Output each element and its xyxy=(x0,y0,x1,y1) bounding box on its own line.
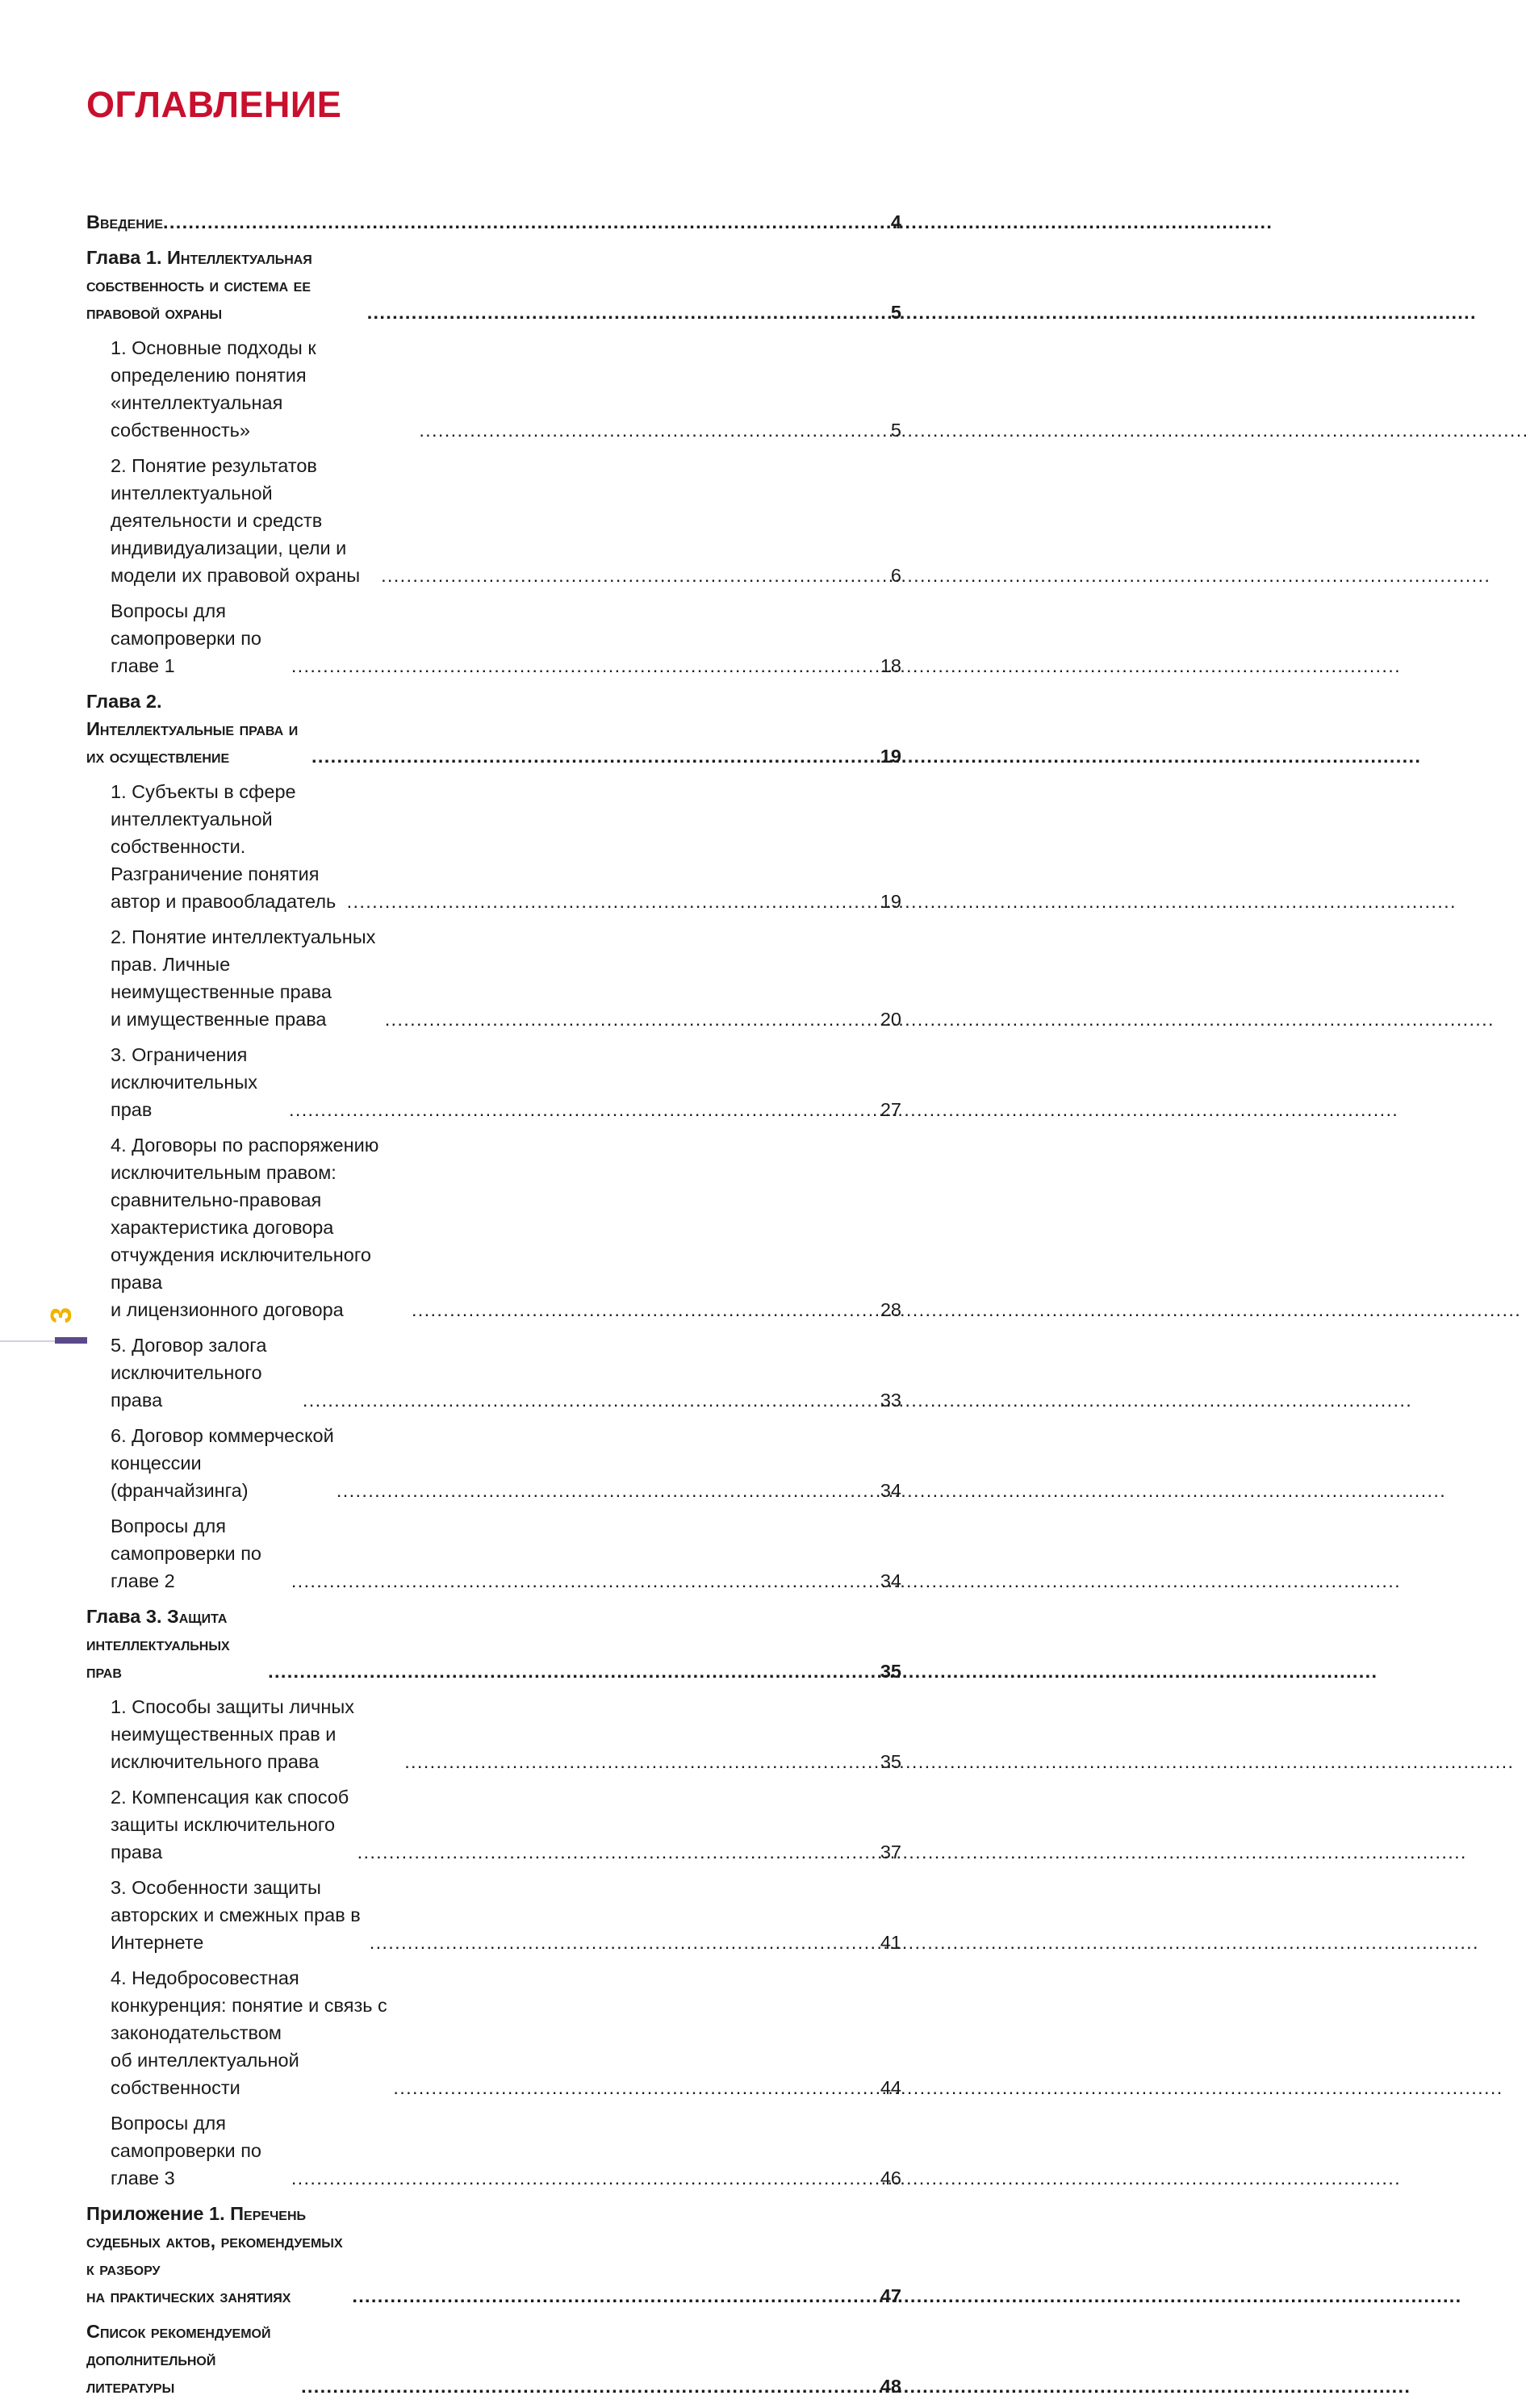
toc-page-number: 46 xyxy=(880,2168,901,2189)
table-of-contents xyxy=(86,208,901,2408)
toc-page-number: 37 xyxy=(880,1842,901,1862)
toc-dot-leader xyxy=(352,2282,877,2310)
toc-entry-title xyxy=(111,1512,291,1595)
toc-page-number: 4 xyxy=(890,211,901,232)
toc-dot-leader xyxy=(291,1567,877,1595)
toc-dot-leader xyxy=(347,888,877,915)
toc-dot-leader xyxy=(357,1838,877,1866)
toc-chapter-entry[interactable] xyxy=(86,2200,901,2310)
page-number-bar xyxy=(55,1337,87,1344)
toc-entry-text: Список рекомендуемой дополнительной литературы xyxy=(86,2321,271,2397)
toc-entry-title xyxy=(111,923,385,1033)
toc-dot-leader xyxy=(301,2372,877,2400)
toc-dot-leader xyxy=(381,562,888,589)
toc-dot-leader xyxy=(367,299,888,326)
toc-chapter-entry[interactable] xyxy=(86,2318,901,2400)
page-number-text: 3 xyxy=(44,1306,77,1324)
toc-entry-title xyxy=(111,2109,291,2192)
toc-entry-text: 5. Договор залога исключительного права xyxy=(111,1335,267,1411)
toc-section-entry[interactable] xyxy=(86,1041,901,1123)
toc-dot-leader xyxy=(268,1658,877,1685)
toc-page-number: 28 xyxy=(880,1299,901,1320)
toc-entry-title xyxy=(86,2200,352,2310)
toc-section-entry[interactable] xyxy=(86,1693,901,1775)
toc-entry-text: Интеллектуальные права и их осуществление xyxy=(86,718,299,767)
toc-dot-leader xyxy=(163,208,888,236)
toc-page-number: 47 xyxy=(880,2285,901,2306)
toc-entry-title xyxy=(111,1422,337,1504)
toc-entry-text: Вопросы для самопроверки по главе 3 xyxy=(111,2113,262,2189)
toc-entry-text: 2. Понятие интеллектуальных прав. Личные неимущественные права и имущественные права xyxy=(111,926,376,1030)
toc-entry-title xyxy=(111,1332,303,1414)
toc-page-number: 35 xyxy=(880,1661,901,1682)
toc-section-entry[interactable] xyxy=(86,778,901,915)
toc-entry-title xyxy=(86,244,367,326)
toc-page-number: 5 xyxy=(890,302,901,323)
toc-page-number: 20 xyxy=(880,1009,901,1030)
toc-dot-leader xyxy=(291,2164,877,2192)
toc-page-number: 34 xyxy=(880,1570,901,1591)
toc-entry-text: 1. Субъекты в сфере интеллектуальной собственности. Разграничение понятия автор и правообладатель xyxy=(111,781,337,912)
toc-page-number: 27 xyxy=(880,1099,901,1120)
toc-entry-title xyxy=(86,208,163,236)
toc-section-entry[interactable] xyxy=(86,334,901,444)
toc-entry-prefix: Глава 1. xyxy=(86,247,168,268)
toc-page-number: 6 xyxy=(890,565,901,586)
toc-dot-leader xyxy=(404,1748,877,1775)
toc-dot-leader xyxy=(311,742,877,770)
toc-entry-title xyxy=(111,597,291,679)
toc-entry-title xyxy=(111,1131,412,1323)
toc-page-number: 35 xyxy=(880,1751,901,1772)
toc-chapter-entry[interactable] xyxy=(86,244,901,326)
toc-entry-text: 1. Способы защиты личных неимущественных прав и исключительного права xyxy=(111,1696,355,1772)
toc-entry-title xyxy=(86,688,311,770)
toc-entry-prefix: Глава 3. xyxy=(86,1606,168,1627)
toc-entry-text: 4. Договоры по распоряжению исключительным правом: сравнительно-правовая характеристика договора отчуждения исключительного права и лицензионного договора xyxy=(111,1135,379,1320)
toc-page-number: 48 xyxy=(880,2376,901,2397)
toc-page-number: 18 xyxy=(880,655,901,676)
toc-entry-text: Перечень судебных актов, рекомендуемых к разбору на практических занятиях xyxy=(86,2203,343,2306)
toc-entry-title xyxy=(111,1041,289,1123)
toc-entry-text: Вопросы для самопроверки по главе 1 xyxy=(111,600,262,676)
toc-section-entry[interactable] xyxy=(86,1131,901,1323)
toc-entry-prefix: Глава 2. xyxy=(86,691,162,712)
toc-page-number: 41 xyxy=(880,1932,901,1953)
page-title: ОГЛАВЛЕНИЕ xyxy=(86,84,342,125)
toc-entry-title xyxy=(111,1874,370,1956)
toc-entry-title xyxy=(86,2318,301,2400)
toc-entry-text: 3. Особенности защиты авторских и смежных прав в Интернете xyxy=(111,1877,361,1953)
toc-entry-text: Защита интеллектуальных прав xyxy=(86,1606,230,1682)
toc-entry-text: 6. Договор коммерческой концессии (франчайзинга) xyxy=(111,1425,334,1501)
toc-entry-title xyxy=(111,452,381,589)
toc-section-entry[interactable] xyxy=(86,597,901,679)
toc-entry-text: 2. Понятие результатов интеллектуальной деятельности и средств индивидуализации, цели и модели их правовой охраны xyxy=(111,455,361,586)
toc-dot-leader xyxy=(289,1096,877,1123)
toc-page-number: 33 xyxy=(880,1390,901,1411)
toc-section-entry[interactable] xyxy=(86,923,901,1033)
toc-entry-text: Вопросы для самопроверки по главе 2 xyxy=(111,1515,262,1591)
toc-dot-leader xyxy=(385,1005,877,1033)
toc-page-number: 5 xyxy=(890,420,901,441)
toc-section-entry[interactable] xyxy=(86,1783,901,1866)
page-number-rule xyxy=(0,1340,55,1342)
toc-section-entry[interactable] xyxy=(86,452,901,589)
toc-dot-leader xyxy=(370,1929,877,1956)
toc-entry-text: 1. Основные подходы к определению понятия «интеллектуальная собственность» xyxy=(111,337,316,441)
toc-entry-prefix: Приложение 1. xyxy=(86,2203,231,2224)
toc-entry-title xyxy=(111,778,347,915)
toc-dot-leader xyxy=(337,1477,877,1504)
toc-chapter-entry[interactable] xyxy=(86,1603,901,1685)
toc-entry-text: 2. Компенсация как способ защиты исключительного права xyxy=(111,1787,349,1862)
toc-dot-leader xyxy=(412,1296,877,1323)
toc-entry-title xyxy=(111,334,419,444)
toc-section-entry[interactable] xyxy=(86,1332,901,1414)
toc-dot-leader xyxy=(419,416,888,444)
toc-entry-title xyxy=(111,1783,357,1866)
toc-dot-leader xyxy=(291,652,877,679)
toc-section-entry[interactable] xyxy=(86,1422,901,1504)
toc-section-entry[interactable] xyxy=(86,1964,901,2101)
toc-entry-text: 3. Ограничения исключительных прав xyxy=(111,1044,257,1120)
toc-section-entry[interactable] xyxy=(86,1512,901,1595)
toc-dot-leader xyxy=(393,2074,876,2101)
toc-entry-text: 4. Недобросовестная конкуренция: понятие и связь с законодательством об интеллектуальной собственности xyxy=(111,1967,387,2098)
toc-entry-title xyxy=(111,1964,393,2101)
toc-section-entry[interactable] xyxy=(86,1874,901,1956)
toc-chapter-entry[interactable] xyxy=(86,688,901,770)
toc-entry-title xyxy=(86,1603,268,1685)
toc-entry-title xyxy=(111,1693,404,1775)
toc-chapter-entry[interactable] xyxy=(86,208,901,236)
page-number xyxy=(44,1301,77,1330)
toc-entry-text: Введение xyxy=(86,211,163,232)
toc-page-number: 19 xyxy=(880,891,901,912)
toc-section-entry[interactable] xyxy=(86,2109,901,2192)
toc-page-number: 19 xyxy=(880,746,901,767)
toc-entry-text: Интеллектуальная собственность и система ее правовой охраны xyxy=(86,247,312,323)
toc-dot-leader xyxy=(303,1386,877,1414)
toc-page-number: 34 xyxy=(880,1480,901,1501)
toc-page-number: 44 xyxy=(880,2077,901,2098)
